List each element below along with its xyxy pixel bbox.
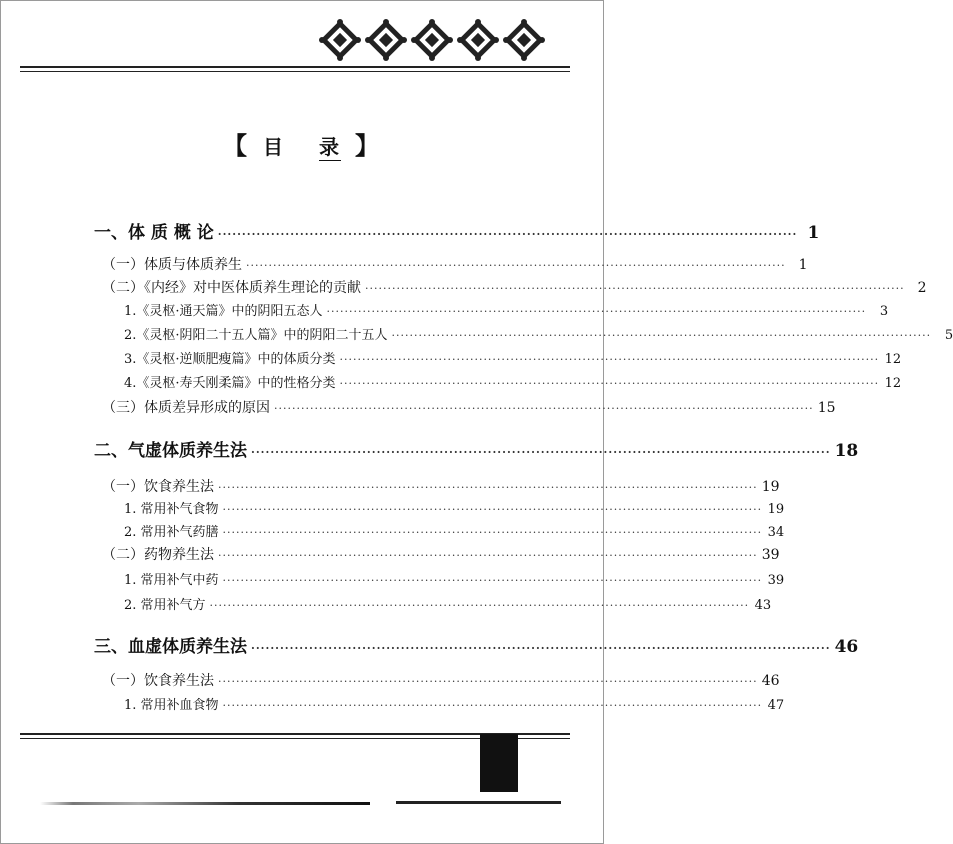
- toc-entry: [102, 476, 780, 496]
- toc-entry-title: 1.《灵枢·通天篇》中的阴阳五态人: [124, 304, 323, 319]
- toc-entry-page: 2: [917, 280, 927, 296]
- toc-entry-page: 15: [817, 400, 836, 416]
- toc-entry-title: （一）饮食养生法: [102, 479, 214, 495]
- knot-ornament-icon: [456, 18, 500, 62]
- toc-entry-page: 1: [807, 223, 820, 243]
- toc-entry-page: 12: [884, 376, 902, 391]
- toc-leader-dots: ························································································································: [251, 642, 831, 655]
- title-open-bracket: 【: [223, 131, 249, 160]
- toc-entry: [124, 324, 953, 343]
- toc-entry: [124, 498, 785, 517]
- footer-scan-line-left: [40, 802, 370, 805]
- toc-leader-dots: ························································································································: [339, 353, 880, 366]
- toc-entry: [102, 544, 780, 564]
- toc-entry-page: 43: [754, 598, 772, 613]
- toc-entry-title: 二、气虚体质养生法: [94, 441, 247, 461]
- toc-entry-title: 1. 常用补气中药: [124, 573, 219, 588]
- toc-entry-title: 一、体 质 概 论: [94, 223, 214, 243]
- footer-scan-line-right: [396, 801, 561, 804]
- toc-leader-dots: ························································································································: [339, 377, 880, 390]
- knot-ornament-icon: [318, 18, 362, 62]
- header-rule-thick: [20, 66, 570, 68]
- toc-entry-page: 39: [767, 573, 785, 588]
- toc-leader-dots: ························································································································: [222, 574, 763, 587]
- toc-leader-dots: ························································································································: [326, 305, 867, 318]
- page-edge-block: [480, 734, 518, 792]
- toc-entry-title: 2. 常用补气药膳: [124, 525, 219, 540]
- toc-entry-title: （二）《内经》对中医体质养生理论的贡献: [102, 280, 361, 296]
- page-title: [0, 126, 604, 161]
- toc-leader-dots: ························································································································: [222, 526, 763, 539]
- toc-entry: [94, 218, 820, 243]
- toc-entry: [102, 397, 836, 417]
- toc-entry: [124, 594, 772, 613]
- toc-entry: [124, 348, 902, 367]
- toc-entry: [102, 670, 780, 690]
- toc-entry-page: 46: [761, 673, 780, 689]
- toc-leader-dots: ························································································································: [222, 503, 763, 516]
- toc-entry: [102, 277, 927, 297]
- toc-leader-dots: ························································································································: [365, 282, 905, 295]
- toc-leader-dots: ························································································································: [274, 402, 814, 415]
- toc-entry-title: （三）体质差异形成的原因: [102, 400, 270, 416]
- toc-entry-title: （二）药物养生法: [102, 547, 214, 563]
- toc-entry-page: 5: [944, 328, 953, 343]
- toc-entry-title: 1. 常用补气食物: [124, 502, 219, 517]
- toc-leader-dots: ························································································································: [222, 699, 763, 712]
- toc-leader-dots: ························································································································: [391, 329, 932, 342]
- toc-entry: [124, 521, 785, 540]
- toc-entry-title: 2. 常用补气方: [124, 598, 206, 613]
- toc-entry-title: （一）体质与体质养生: [102, 257, 242, 273]
- toc-entry-title: （一）饮食养生法: [102, 673, 214, 689]
- toc-entry: [124, 569, 785, 588]
- toc-leader-dots: ························································································································: [218, 481, 758, 494]
- toc-leader-dots: ························································································································: [209, 599, 750, 612]
- knot-ornament-icon: [502, 18, 546, 62]
- header-rule-thin: [20, 71, 570, 72]
- toc-entry: [94, 632, 859, 657]
- toc-entry: [124, 694, 785, 713]
- toc-entry: [124, 372, 902, 391]
- toc-entry-title: 三、血虚体质养生法: [94, 637, 247, 657]
- toc-entry-title: 4.《灵枢·寿夭刚柔篇》中的性格分类: [124, 376, 336, 391]
- title-close-bracket: 】: [355, 131, 381, 160]
- toc-entry-page: 47: [767, 698, 785, 713]
- title-char-1: 目: [263, 135, 285, 159]
- toc-leader-dots: ························································································································: [251, 446, 831, 459]
- toc-entry-page: 1: [798, 257, 808, 273]
- toc-entry: [124, 300, 889, 319]
- toc-entry-title: 3.《灵枢·逆顺肥瘦篇》中的体质分类: [124, 352, 336, 367]
- toc-entry-page: 18: [834, 441, 859, 461]
- toc-entry-title: 1. 常用补血食物: [124, 698, 219, 713]
- knot-ornament-icon: [364, 18, 408, 62]
- toc-entry: [94, 436, 859, 461]
- header-ornaments: [318, 18, 548, 62]
- toc-leader-dots: ························································································································: [246, 259, 786, 272]
- title-char-2: 录: [319, 131, 341, 161]
- toc-entry-page: 19: [767, 502, 785, 517]
- toc-entry-page: 3: [879, 304, 889, 319]
- toc-entry-title: 2.《灵枢·阴阳二十五人篇》中的阴阳二十五人: [124, 328, 388, 343]
- toc-leader-dots: ························································································································: [218, 549, 758, 562]
- toc-leader-dots: ························································································································: [217, 228, 798, 241]
- toc-entry-page: 34: [767, 525, 785, 540]
- toc-entry-page: 19: [761, 479, 780, 495]
- toc-entry-page: 39: [761, 547, 780, 563]
- toc-entry-page: 12: [884, 352, 902, 367]
- toc-leader-dots: ························································································································: [218, 675, 758, 688]
- knot-ornament-icon: [410, 18, 454, 62]
- toc-entry: [102, 254, 808, 274]
- toc-entry-page: 46: [834, 637, 859, 657]
